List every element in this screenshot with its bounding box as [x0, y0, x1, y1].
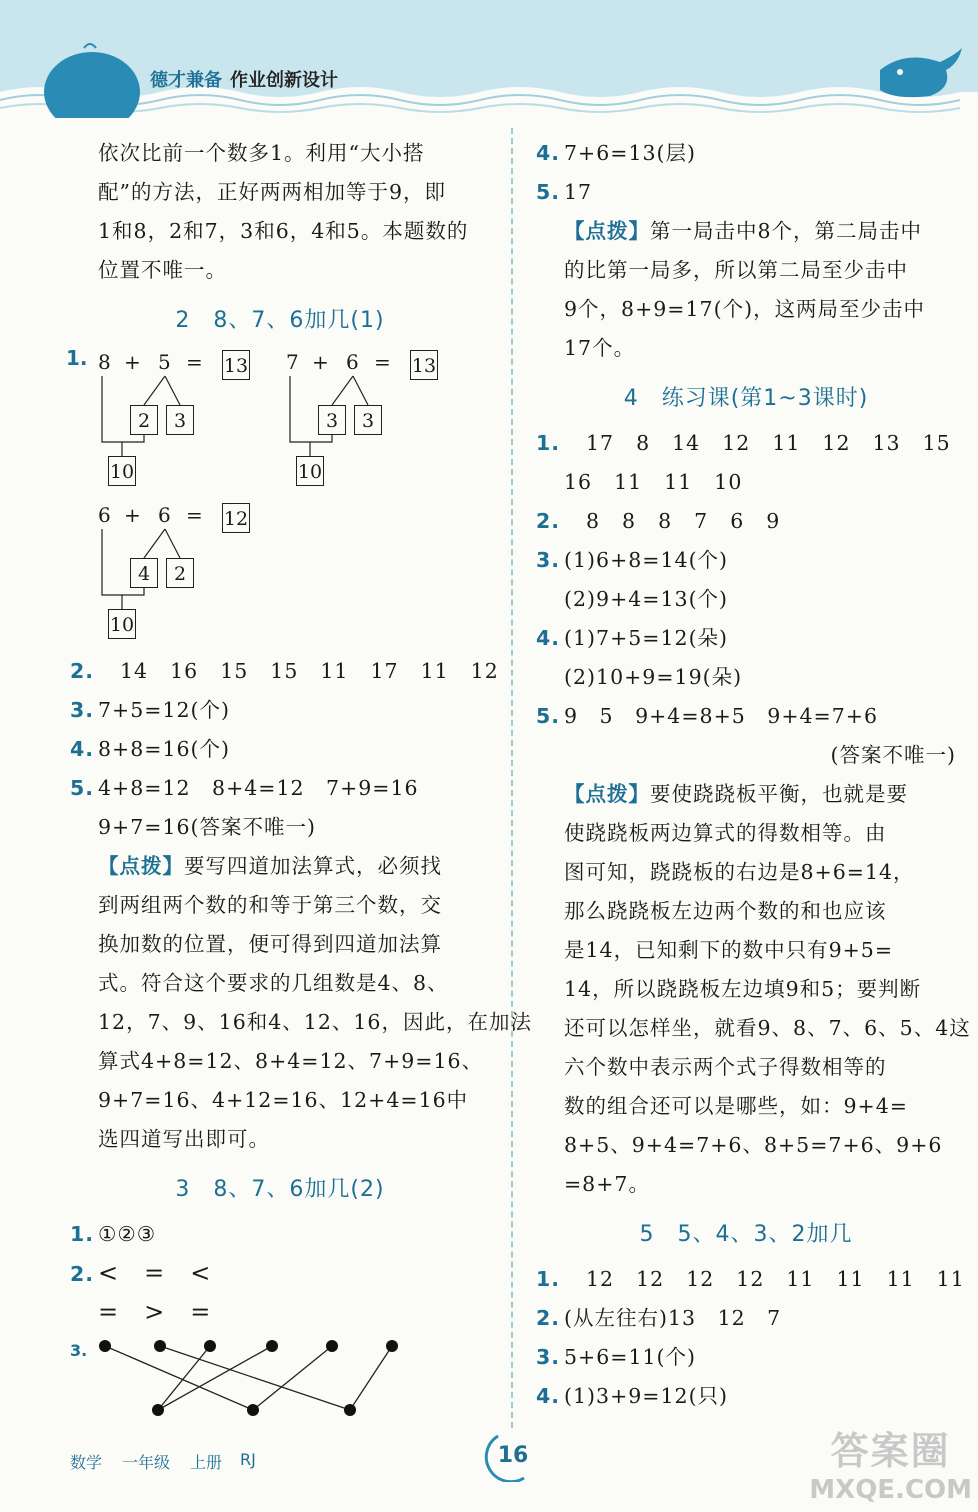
section-title: 4 练习课(第1~3课时) — [623, 386, 869, 411]
watermark-logo: 答案圈 MXQE.COM — [809, 1429, 972, 1505]
section-title: 5 5、4、3、2加几 — [639, 1222, 853, 1247]
hint-line: 【点拨】第一局击中8个，第二局击中 — [564, 219, 923, 243]
column-divider — [511, 128, 513, 1428]
footer-edition: RJ — [240, 1450, 256, 1469]
answer-box: 12 — [222, 503, 250, 533]
answer-line: 4. (1)3+9=12(只) — [536, 1384, 729, 1408]
answer-line: 1. ①②③ — [70, 1222, 157, 1246]
answer-line: (2)10+9=19(朵) — [564, 665, 743, 689]
answer-line: 3. (1)6+8=14(个) — [536, 548, 729, 572]
hint-line: 还可以怎样坐，就看9、8、7、6、5、4这 — [564, 1016, 971, 1040]
answer-box: 13 — [410, 350, 438, 380]
question-number: 1. — [66, 346, 88, 370]
plus-sign: + — [124, 350, 141, 374]
answer-line: 9+7=16(答案不唯一) — [98, 815, 317, 839]
text-line: 1和8，2和7，3和6，4和5。本题数的 — [98, 219, 469, 243]
answer-line: 3. 7+5=12(个) — [70, 698, 231, 722]
matching-diagram: 3. — [70, 1332, 490, 1442]
section-title: 2 8、7、6加几(1) — [175, 308, 385, 333]
addend: 6 — [158, 503, 171, 527]
hint-line: 换加数的位置，便可得到四道加法算 — [98, 932, 442, 956]
answer-note: (答案不唯一) — [830, 743, 956, 767]
footer-grade: 一年级 — [122, 1453, 171, 1472]
diagram-lines — [70, 346, 490, 499]
hint-line: 选四道写出即可。 — [98, 1127, 270, 1151]
brand-title: 德才兼备 作业创新设计 — [150, 70, 338, 91]
footer-volume: 上册 — [190, 1453, 223, 1472]
left-column — [66, 134, 532, 1442]
addend: 7 — [286, 350, 299, 374]
right-column — [536, 134, 971, 1416]
footer-subject: 数学 — [70, 1453, 103, 1472]
ten-box: 10 — [108, 609, 136, 639]
make-ten-diagrams-row — [66, 346, 490, 499]
section-title: 3 8、7、6加几(2) — [175, 1177, 385, 1202]
text-line: 依次比前一个数多1。利用“大小搭 — [98, 141, 425, 165]
make-ten-diagrams-row — [70, 499, 490, 652]
page-header — [0, 0, 978, 118]
text-line: 位置不唯一。 — [98, 258, 227, 282]
hint-line: 六个数中表示两个式子得数相等的 — [564, 1055, 887, 1079]
answer-line: (2)9+4=13(个) — [564, 587, 729, 611]
answer-line: 4. 7+6=13(层) — [536, 141, 697, 165]
hint-label: 【点拨】 — [98, 854, 184, 878]
addend: 6 — [98, 503, 111, 527]
answer-line: 2. 14 16 15 15 11 17 11 12 — [70, 659, 499, 683]
answer-line: 1. 17 8 14 12 11 12 13 15 — [536, 431, 951, 455]
plus-sign: + — [124, 503, 141, 527]
ten-box: 10 — [296, 456, 324, 486]
diagram-lines — [70, 499, 490, 652]
split-box: 2 — [166, 558, 194, 588]
ten-box: 10 — [108, 456, 136, 486]
split-box: 3 — [354, 405, 382, 435]
split-box: 2 — [130, 405, 158, 435]
answer-line: 2. (从左往右)13 12 7 — [536, 1306, 782, 1330]
hint-line: 到两组两个数的和等于第三个数，交 — [98, 893, 442, 917]
hint-line: 17个。 — [564, 336, 636, 360]
addend: 6 — [346, 350, 359, 374]
answer-line: 5. 9 5 9+4=8+5 9+4=7+6 — [536, 704, 878, 728]
equals-sign: = — [186, 350, 203, 374]
hint-line: 数的组合还可以是哪些，如：9+4= — [564, 1094, 908, 1118]
answer-line: 3. 5+6=11(个) — [536, 1345, 697, 1369]
plus-sign: + — [312, 350, 329, 374]
equals-sign: = — [374, 350, 391, 374]
hint-line: 的比第一局多，所以第二局至少击中 — [564, 258, 908, 282]
answer-line: 16 11 11 10 — [564, 470, 743, 494]
page-number: 16 — [497, 1443, 529, 1468]
split-box: 3 — [166, 405, 194, 435]
hint-line: 是14，已知剩下的数中只有9+5= — [564, 938, 894, 962]
hint-label: 【点拨】 — [564, 782, 650, 806]
text-line: 配”的方法，正好两两相加等于9，即 — [98, 180, 447, 204]
matching-lines — [70, 1332, 490, 1442]
answer-box: 13 — [222, 350, 250, 380]
answer-line: 2. < = < — [70, 1259, 212, 1287]
answer-line: 2. 8 8 8 7 6 9 — [536, 509, 781, 533]
hint-line: 使跷跷板两边算式的得数相等。由 — [564, 821, 887, 845]
hint-line: 【点拨】要写四道加法算式，必须找 — [98, 854, 442, 878]
hint-line: 式。符合这个要求的几组数是4、8、 — [98, 971, 449, 995]
hint-label: 【点拨】 — [564, 219, 650, 243]
answer-line: 1. 12 12 12 12 11 11 11 11 — [536, 1267, 965, 1291]
hint-line: 【点拨】要使跷跷板平衡，也就是要 — [564, 782, 908, 806]
hint-line: 9+7=16、4+12=16、12+4=16中 — [98, 1088, 469, 1112]
header-wave-decoration — [0, 0, 978, 118]
answer-line: 4. 8+8=16(个) — [70, 737, 231, 761]
hint-line: 9个，8+9=17(个)，这两局至少击中 — [564, 297, 926, 321]
equals-sign: = — [186, 503, 203, 527]
answer-line: = > = — [98, 1298, 212, 1326]
hint-line: =8+7。 — [564, 1172, 650, 1196]
answer-line: 5. 17 — [536, 180, 593, 204]
hint-line: 那么跷跷板左边两个数的和也应该 — [564, 899, 887, 923]
split-box: 4 — [130, 558, 158, 588]
answer-line: 5. 4+8=12 8+4=12 7+9=16 — [70, 776, 419, 800]
hint-line: 14，所以跷跷板左边填9和5；要判断 — [564, 977, 922, 1001]
addend: 5 — [158, 350, 171, 374]
split-box: 3 — [318, 405, 346, 435]
addend: 8 — [98, 350, 111, 374]
hint-line: 12，7、9、16和4、12、16，因此，在加法 — [98, 1010, 532, 1034]
hint-line: 8+5、9+4=7+6、8+5=7+6、9+6 — [564, 1133, 943, 1157]
answer-line: 4. (1)7+5=12(朵) — [536, 626, 729, 650]
hint-line: 算式4+8=12、8+4=12、7+9=16、 — [98, 1049, 484, 1073]
hint-line: 图可知，跷跷板的右边是8+6=14， — [564, 860, 915, 884]
